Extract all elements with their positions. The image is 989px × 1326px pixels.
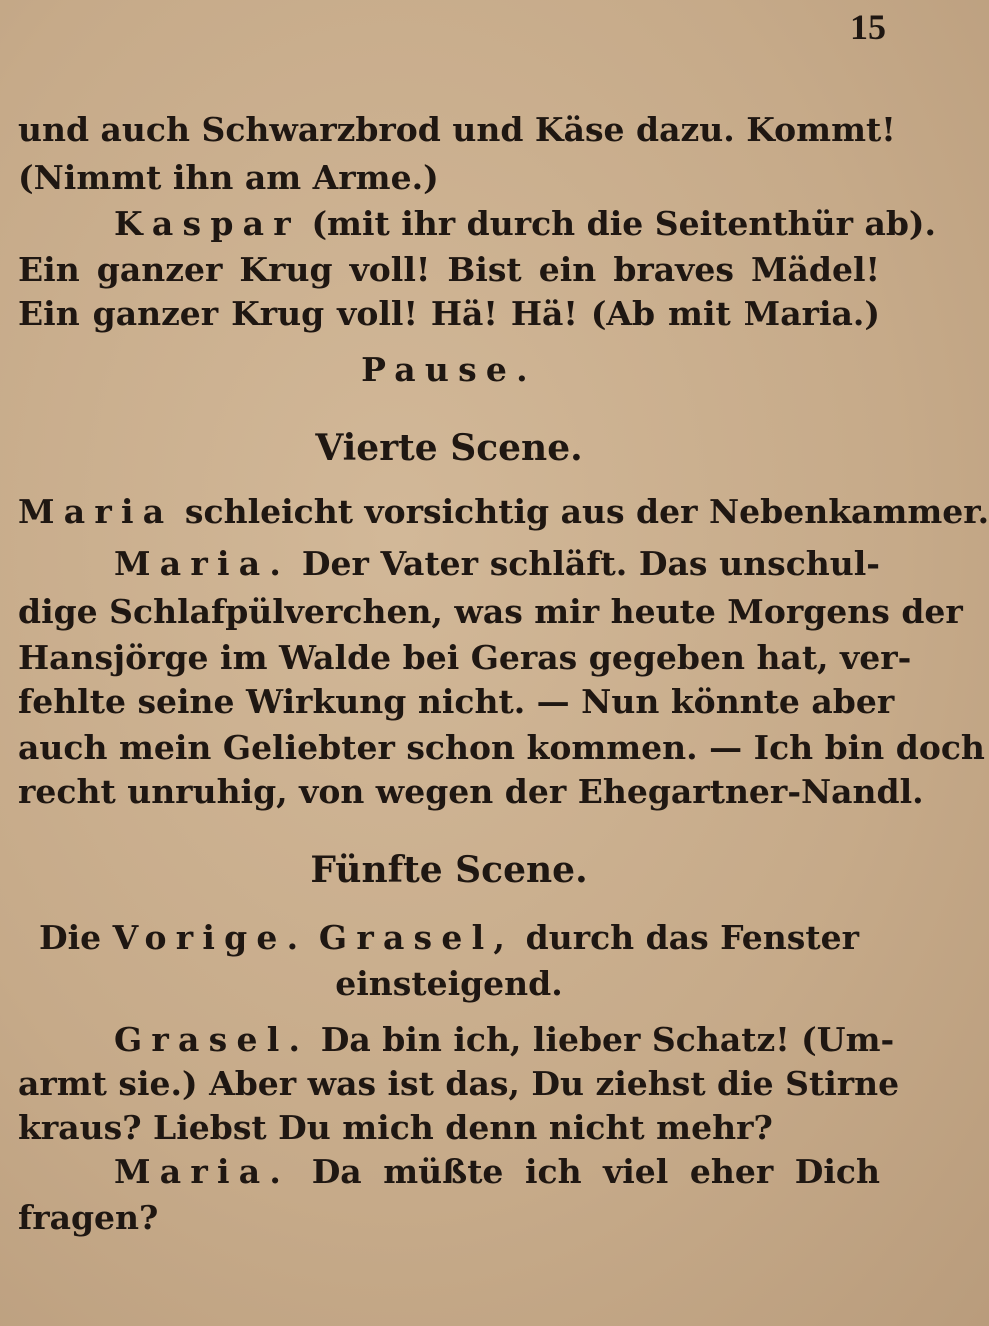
text-line: auch mein Geliebter schon kommen. — Ich bin doch bbox=[18, 728, 985, 767]
dialogue-text: Der Vater schläft. Das unschul- bbox=[301, 544, 881, 583]
scene-heading: Fünfte Scene. bbox=[310, 849, 588, 891]
text-line: fehlte seine Wirkung nicht. — Nun könnte aber bbox=[18, 682, 895, 721]
stage-direction: (Nimmt ihn am Arme.) bbox=[18, 158, 439, 197]
text-line: Ein ganzer Krug voll! Hä! Hä! (Ab mit Maria.) bbox=[18, 294, 880, 333]
text-line: und auch Schwarzbrod und Käse dazu. Kommt! bbox=[18, 110, 896, 149]
pause-label: Pause. bbox=[361, 350, 537, 389]
stage-direction-text: durch das Fenster bbox=[525, 918, 859, 957]
text-line: Hansjörge im Walde bei Geras gegeben hat, ver- bbox=[18, 638, 912, 677]
stage-direction-text: schleicht vorsichtig aus der Nebenkammer. bbox=[184, 492, 989, 531]
text-line: armt sie.) Aber was ist das, Du ziehst die Stirne bbox=[18, 1064, 900, 1103]
text-line bbox=[18, 1018, 895, 1062]
speaker-name: Maria. bbox=[114, 544, 291, 583]
speaker-name: Grasel. bbox=[114, 1020, 310, 1059]
page-number: 15 bbox=[850, 7, 886, 47]
dialogue-text: Da müßte ich viel eher Dich bbox=[311, 1152, 880, 1191]
text-line: dige Schlafpülverchen, was mir heute Morgens der bbox=[18, 592, 963, 631]
text-line bbox=[18, 542, 880, 586]
text-line: fragen? bbox=[18, 1198, 159, 1237]
stage-direction: (mit ihr durch die Seitenthür ab). bbox=[311, 204, 937, 243]
character-name: Grasel, bbox=[318, 918, 515, 957]
text-line bbox=[18, 1150, 880, 1194]
speaker-name: Maria bbox=[18, 492, 174, 531]
speaker-name: Kaspar bbox=[114, 204, 300, 243]
stage-direction bbox=[18, 490, 989, 534]
stage-direction: einsteigend. bbox=[335, 964, 563, 1003]
speaker-name: Maria. bbox=[114, 1152, 291, 1191]
text-line: kraus? Liebst Du mich denn nicht mehr? bbox=[18, 1108, 773, 1147]
character-name: Vorige. bbox=[112, 918, 308, 957]
stage-direction-text: Die bbox=[38, 918, 102, 957]
scene-heading: Vierte Scene. bbox=[315, 427, 583, 469]
text-line bbox=[18, 202, 937, 246]
stage-direction bbox=[18, 916, 880, 960]
dialogue-text: Da bin ich, lieber Schatz! (Um- bbox=[320, 1020, 895, 1059]
text-line: Ein ganzer Krug voll! Bist ein braves Mädel! bbox=[18, 250, 880, 289]
text-line: recht unruhig, von wegen der Ehegartner-Nandl. bbox=[18, 772, 924, 811]
